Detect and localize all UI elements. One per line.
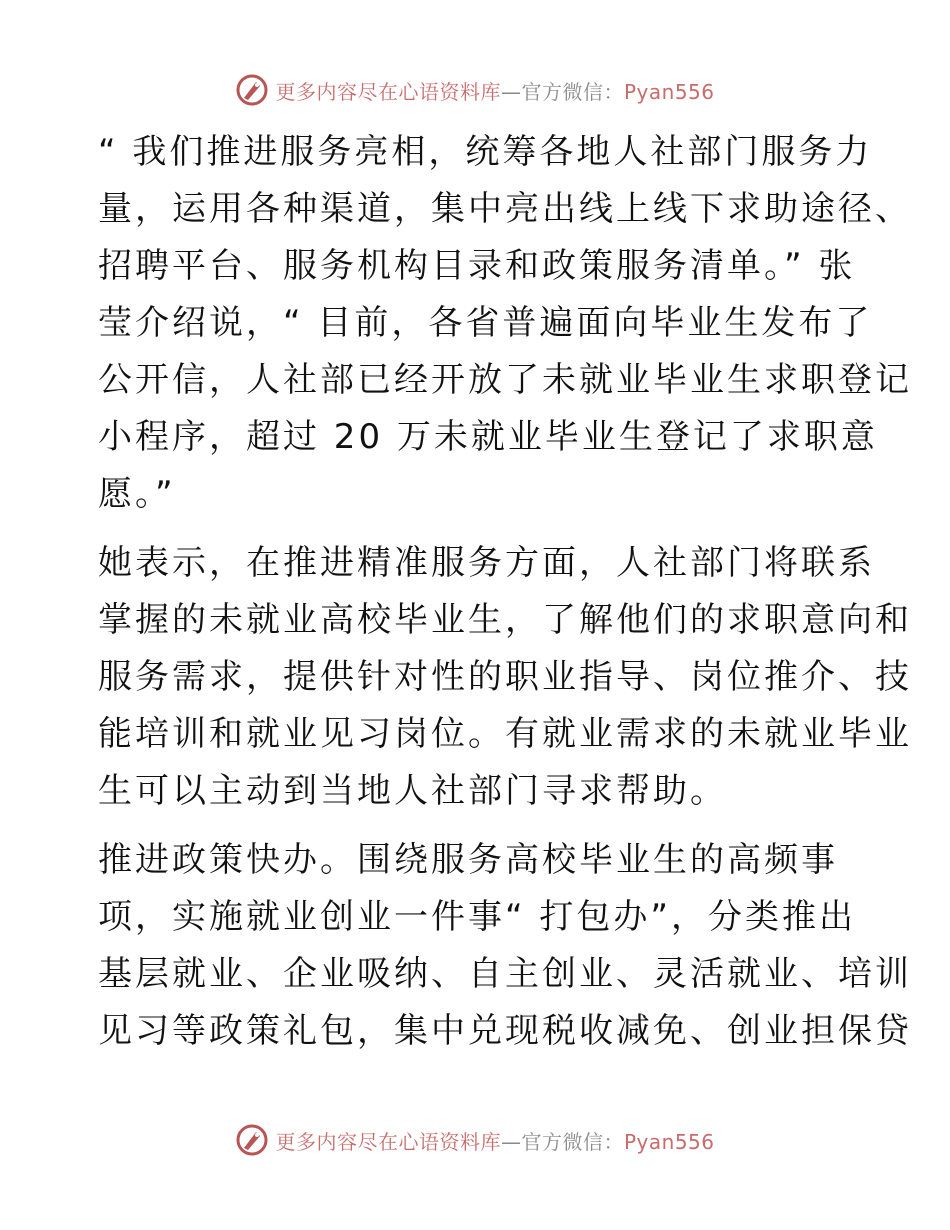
footer-brand: 更多内容尽在心语资料库 — [275, 1129, 501, 1154]
pen-nib-circle-logo-icon — [235, 1123, 269, 1157]
header-banner — [0, 70, 950, 110]
text-line: 推进政策快办。围绕服务高校毕业生的高频事 — [98, 840, 838, 880]
text-line: 她表示，在推进精准服务方面，人社部门将联系 — [98, 543, 875, 583]
footer-wechat-id: Pyan556 — [623, 1129, 715, 1154]
footer-banner-text — [275, 1126, 714, 1155]
paragraph-1 — [98, 124, 912, 523]
header-wechat-id: Pyan556 — [623, 79, 715, 104]
text-line: 基层就业、企业吸纳、自主创业、灵活就业、培训 — [98, 954, 912, 994]
text-line: 项，实施就业创业一件事“ 打包办”，分类推出 — [98, 897, 857, 937]
header-separator: — — [500, 79, 522, 104]
text-line: 招聘平台、服务机构目录和政策服务清单。” 张 — [98, 246, 856, 286]
paragraph-3 — [98, 832, 912, 1060]
header-banner-text — [275, 76, 714, 105]
document-body — [98, 124, 912, 1072]
text-line: 莹介绍说，“ 目前，各省普遍面向毕业生发布了 — [98, 303, 873, 343]
header-label: 官方微信： — [521, 79, 624, 104]
text-line: 能培训和就业见习岗位。有就业需求的未就业毕业 — [98, 714, 912, 754]
text-line: 小程序，超过 20 万未就业毕业生登记了求职意 — [98, 417, 878, 457]
footer-banner — [0, 1120, 950, 1160]
text-line: “ 我们推进服务亮相，统筹各地人社部门服务力 — [98, 132, 873, 172]
text-line: 公开信，人社部已经开放了未就业毕业生求职登记 — [98, 360, 912, 400]
text-line: 掌握的未就业高校毕业生，了解他们的求职意向和 — [98, 600, 912, 640]
paragraph-2 — [98, 535, 912, 820]
text-line: 生可以主动到当地人社部门寻求帮助。 — [98, 771, 727, 811]
pen-nib-circle-logo-icon — [235, 73, 269, 107]
text-line: 愿。” — [98, 474, 176, 514]
text-line: 量，运用各种渠道，集中亮出线上线下求助途径、 — [98, 189, 912, 229]
text-line: 服务需求，提供针对性的职业指导、岗位推介、技 — [98, 657, 912, 697]
header-brand: 更多内容尽在心语资料库 — [275, 79, 501, 104]
footer-label: 官方微信： — [521, 1129, 624, 1154]
footer-separator: — — [500, 1129, 522, 1154]
text-line: 见习等政策礼包，集中兑现税收减免、创业担保贷 — [98, 1011, 912, 1051]
